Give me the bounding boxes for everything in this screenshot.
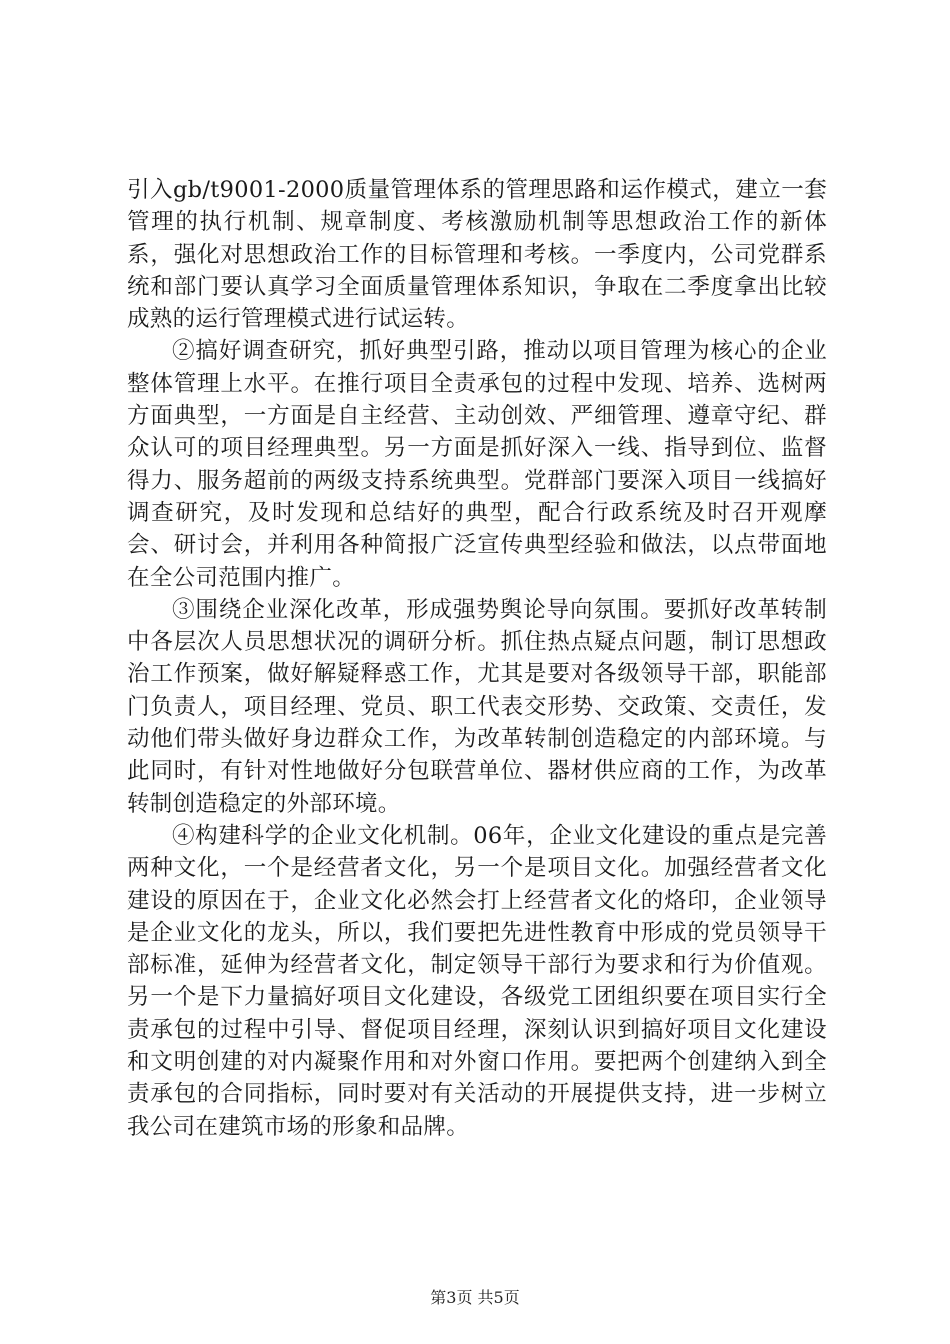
paragraph-2: ②搞好调查研究，抓好典型引路，推动以项目管理为核心的企业整体管理上水平。在推行项目全责承包的过程中发现、培养、选树两方面典型，一方面是自主经营、主动创效、严细管理、遵章守纪、群众认可的项目经理典型。另一方面是抓好深入一线、指导到位、监督得力、服务超前的两级支持系统典型。党群部门要深入项目一线搞好调查研究，及时发现和总结好的典型，配合行政系统及时召开观摩会、研讨会，并利用各种简报广泛宣传典型经验和做法，以点带面地在全公司范围内推广。 <box>127 338 827 591</box>
page-number-footer: 第3页 共5页 <box>430 1288 520 1307</box>
document-body <box>127 174 827 1143</box>
paragraph-1: 引入gb/t9001-2000质量管理体系的管理思路和运作模式，建立一套管理的执行机制、规章制度、考核激励机制等思想政治工作的新体系，强化对思想政治工作的目标管理和考核。一季度内，公司党群系统和部门要认真学习全面质量管理体系知识，争取在二季度拿出比较成熟的运行管理模式进行试运转。 <box>127 177 827 333</box>
paragraph-3: ③围绕企业深化改革，形成强势舆论导向氛围。要抓好改革转制中各层次人员思想状况的调研分析。抓住热点疑点问题，制订思想政治工作预案，做好解疑释惑工作，尤其是要对各级领导干部，职能部门负责人，项目经理、党员、职工代表交形势、交政策、交责任，发动他们带头做好身边群众工作，为改革转制创造稳定的内部环境。与此同时，有针对性地做好分包联营单位、器材供应商的工作，为改革转制创造稳定的外部环境。 <box>127 596 827 817</box>
paragraph-4: ④构建科学的企业文化机制。06年，企业文化建设的重点是完善两种文化，一个是经营者文化，另一个是项目文化。加强经营者文化建设的原因在于，企业文化必然会打上经营者文化的烙印，企业领导是企业文化的龙头，所以，我们要把先进性教育中形成的党员领导干部标准，延伸为经营者文化，制定领导干部行为要求和行为价值观。另一个是下力量搞好项目文化建设，各级党工团组织要在项目实行全责承包的过程中引导、督促项目经理，深刻认识到搞好项目文化建设和文明创建的对内凝聚作用和对外窗口作用。要把两个创建纳入到全责承包的合同指标，同时要对有关活动的开展提供支持，进一步树立我公司在建筑市场的形象和品牌。 <box>127 822 827 1140</box>
